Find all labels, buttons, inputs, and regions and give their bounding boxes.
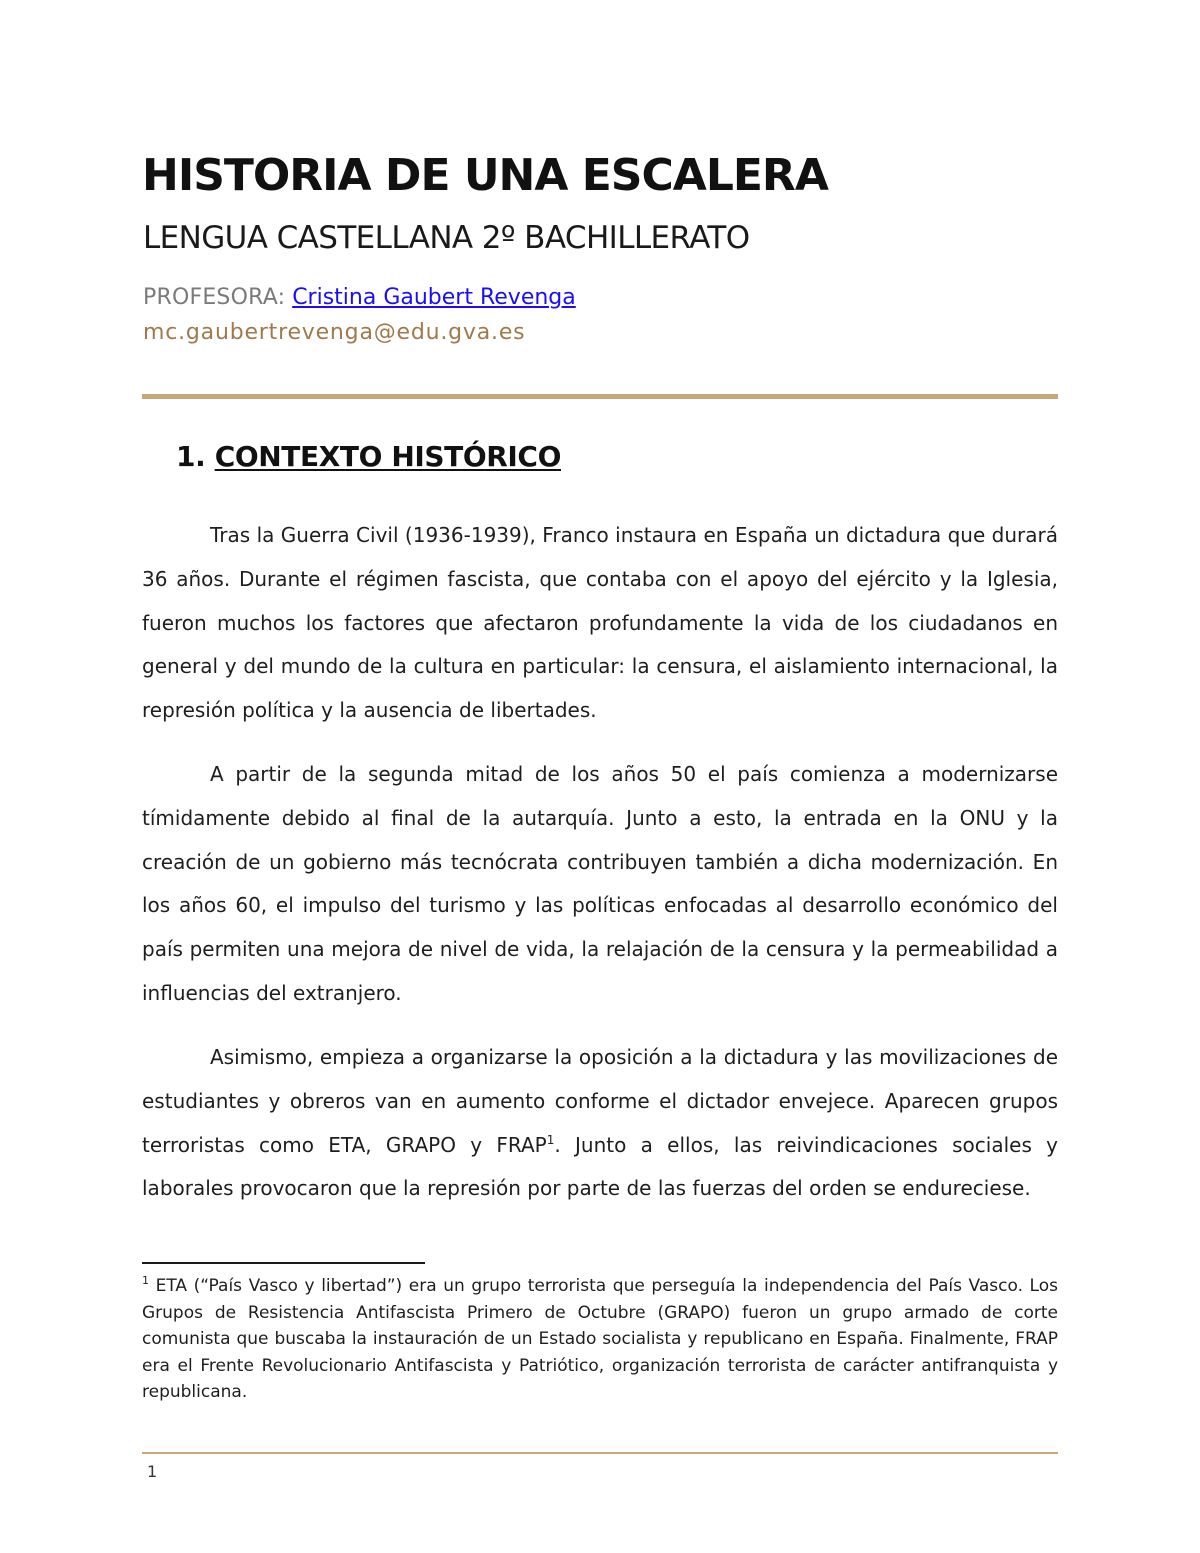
paragraph-3 xyxy=(142,1036,1058,1211)
document-title: HISTORIA DE UNA ESCALERA xyxy=(142,150,828,201)
section-number: 1. xyxy=(176,440,206,473)
teacher-email: mc.gaubertrevenga@edu.gva.es xyxy=(143,320,526,345)
teacher-label: PROFESORA: xyxy=(143,285,286,310)
paragraph-3-text-end: . Junto a ellos, las reivindicaciones sociales y laborales provocaron que la represión por parte de las fuerzas del orden se endureciese. xyxy=(142,1132,1058,1201)
footnote-text: ETA (“País Vasco y libertad”) era un grupo terrorista que perseguía la independencia del País Vasco. Los Grupos de Resistencia Antifascista Primero de Octubre (GRAPO) fueron un grupo armado de corte comunista que buscaba la instauración de un Estado socialista y republicano en España. Finalmente, FRAP era el Frente Revolucionario Antifascista y Patriótico, organización terrorista de carácter antifranquista y republicana. xyxy=(142,1276,1058,1402)
page-number: 1 xyxy=(147,1462,158,1481)
footer-divider xyxy=(142,1452,1058,1454)
paragraph-3-text-start: Asimismo, empieza a organizarse la oposición a la dictadura y las movilizaciones de estudiantes y obreros van en aumento conforme el dictador envejece. Aparecen grupos terroristas como ETA, GRAPO y FRAP xyxy=(142,1045,1058,1157)
paragraph-1-text: Tras la Guerra Civil (1936-1939), Franco instaura en España un dictadura que durará 36 años. Durante el régimen fascista, que contaba con el apoyo del ejército y la Iglesia, fueron muchos los factores que afectaron profundamente la vida de los ciudadanos en general y del mundo de la cultura en particular: la censura, el aislamiento internacional, la represión política y la ausencia de libertades. xyxy=(142,523,1058,723)
paragraph-2 xyxy=(142,753,1058,1016)
paragraph-1 xyxy=(142,514,1058,733)
footnote xyxy=(142,1273,1058,1406)
footnote-reference[interactable]: 1 xyxy=(546,1132,555,1147)
document-subtitle: LENGUA CASTELLANA 2º BACHILLERATO xyxy=(143,220,750,256)
section-heading xyxy=(176,440,561,473)
teacher-name-link[interactable]: Cristina Gaubert Revenga xyxy=(292,285,576,310)
teacher-line xyxy=(143,285,576,310)
footnote-separator xyxy=(142,1262,425,1264)
header-divider xyxy=(142,394,1058,399)
footnote-marker: 1 xyxy=(142,1274,149,1287)
paragraph-2-text: A partir de la segunda mitad de los años 50 el país comienza a modernizarse tímidamente debido al final de la autarquía. Junto a esto, la entrada en la ONU y la creación de un gobierno más tecnócrata contribuyen también a dicha modernización. En los años 60, el impulso del turismo y las políticas enfocadas al desarrollo económico del país permiten una mejora de nivel de vida, la relajación de la censura y la permeabilidad a influencias del extranjero. xyxy=(142,762,1058,1005)
section-title: CONTEXTO HISTÓRICO xyxy=(214,440,561,473)
